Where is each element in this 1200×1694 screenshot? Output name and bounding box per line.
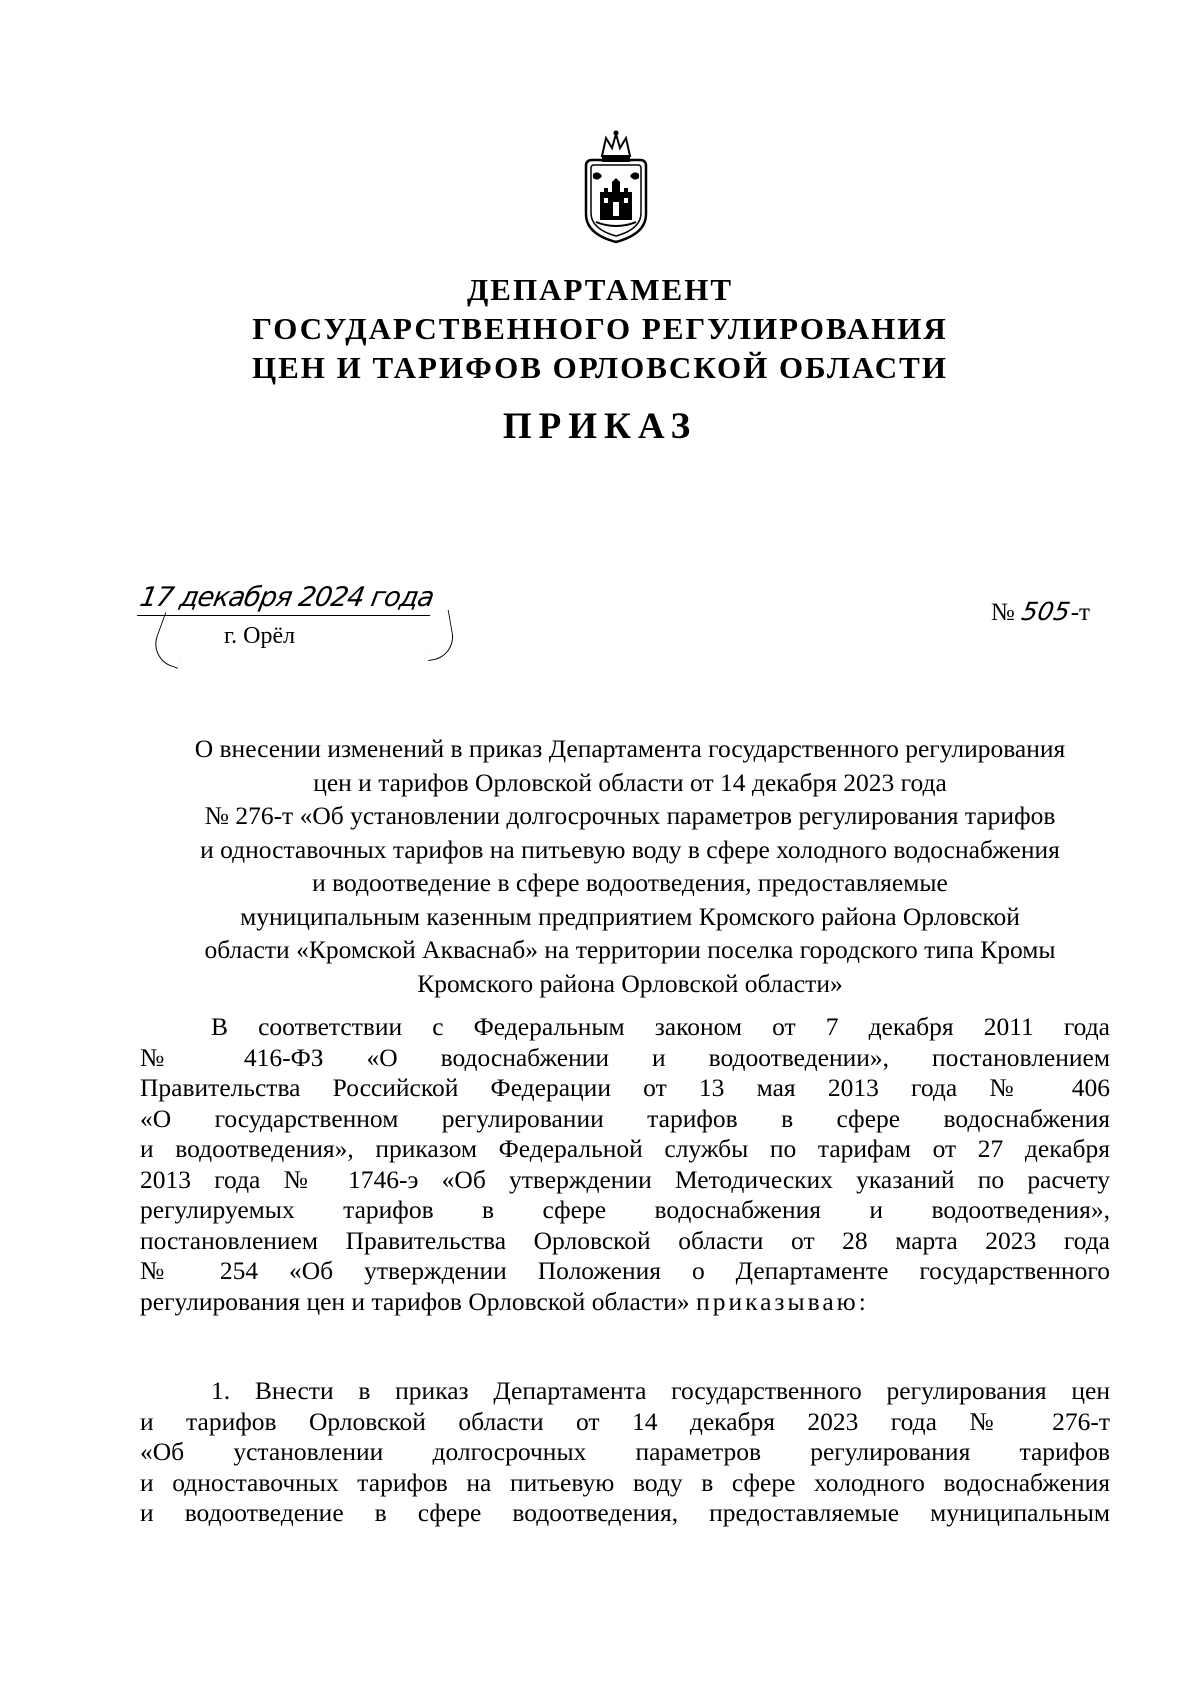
document-subject (140, 732, 1120, 1000)
order-word: приказываю: (696, 1286, 869, 1316)
department-header (0, 270, 1200, 387)
number-sign: № (990, 599, 1015, 626)
paragraph-line: «Об установлении долгосрочных параметров регулирования тарифов (140, 1437, 1110, 1466)
left-bracket-mark (149, 612, 195, 669)
subject-line: и водоотведение в сфере водоотведения, предоставляемые (312, 868, 948, 897)
header-line-1: ДЕПАРТАМЕНТ (466, 272, 734, 307)
subject-line: муниципальным казенным предприятием Кромского района Орловской (240, 901, 1020, 931)
paragraph-line: № 254 «Об утверждении Положения о Департаменте государственного (140, 1256, 1110, 1285)
right-bracket-mark (420, 610, 457, 661)
paragraph-line: Правительства Российской Федерации от 13 мая 2013 года № 406 (140, 1073, 1110, 1102)
paragraph-line: и водоотведения», приказом Федеральной службы по тарифам от 27 декабря (140, 1134, 1110, 1163)
paragraph-line: «О государственном регулировании тарифов в сфере водоснабжения (140, 1103, 1110, 1133)
paragraph-line: и тарифов Орловской области от 14 декабря 2023 года № 276-т (140, 1406, 1110, 1436)
paragraph-line: постановлением Правительства Орловской области от 28 марта 2023 года (140, 1225, 1110, 1255)
number-suffix: -т (1070, 599, 1090, 626)
handwritten-date: 17 декабря 2024 года (137, 582, 436, 616)
subject-line: О внесении изменений в приказ Департамента государственного регулирования (194, 734, 1066, 763)
document-number (991, 597, 1090, 627)
clause-1-paragraph (140, 1376, 1110, 1529)
coat-of-arms-emblem (578, 130, 654, 246)
subject-line: № 276-т «Об установлении долгосрочных параметров регулирования тарифов (204, 801, 1056, 830)
preamble-paragraph (140, 1012, 1110, 1317)
paragraph-line: регулируемых тарифов в сфере водоснабжения и водоотведения», (140, 1195, 1110, 1224)
subject-line: и одноставочных тарифов на питьевую воду в сфере холодного водоснабжения (200, 834, 1060, 864)
header-line-2: ГОСУДАРСТВЕННОГО РЕГУЛИРОВАНИЯ (252, 311, 948, 346)
paragraph-line: 2013 года № 1746-э «Об утверждении Методических указаний по расчету (140, 1164, 1110, 1194)
paragraph-line: № 416-ФЗ «О водоснабжении и водоотведении», постановлением (140, 1042, 1110, 1072)
subject-line: области «Кромской Акваснаб» на территории поселка городского типа Кромы (204, 935, 1056, 964)
paragraph-line-text: регулирования цен и тарифов Орловской области» (140, 1286, 690, 1316)
paragraph-last-line (140, 1287, 1110, 1318)
coat-of-arms-icon (578, 130, 654, 246)
document-title: ПРИКАЗ (502, 406, 698, 447)
paragraph-line: и одноставочных тарифов на питьевую воду в сфере холодного водоснабжения (140, 1467, 1110, 1497)
subject-line: цен и тарифов Орловской области от 14 декабря 2023 года (313, 767, 947, 797)
handwritten-number: 505 (1019, 597, 1073, 626)
paragraph-line: 1. Внести в приказ Департамента государственного регулирования цен (211, 1376, 1110, 1405)
date-block (137, 582, 460, 672)
city-label: г. Орёл (224, 623, 296, 649)
paragraph-line: и водоотведение в сфере водоотведения, предоставляемые муниципальным (140, 1498, 1110, 1527)
paragraph-line: В соответствии с Федеральным законом от 7 декабря 2011 года (211, 1012, 1110, 1041)
subject-line: Кромского района Орловской области» (417, 968, 843, 998)
header-line-3: ЦЕН И ТАРИФОВ ОРЛОВСКОЙ ОБЛАСТИ (252, 350, 948, 385)
